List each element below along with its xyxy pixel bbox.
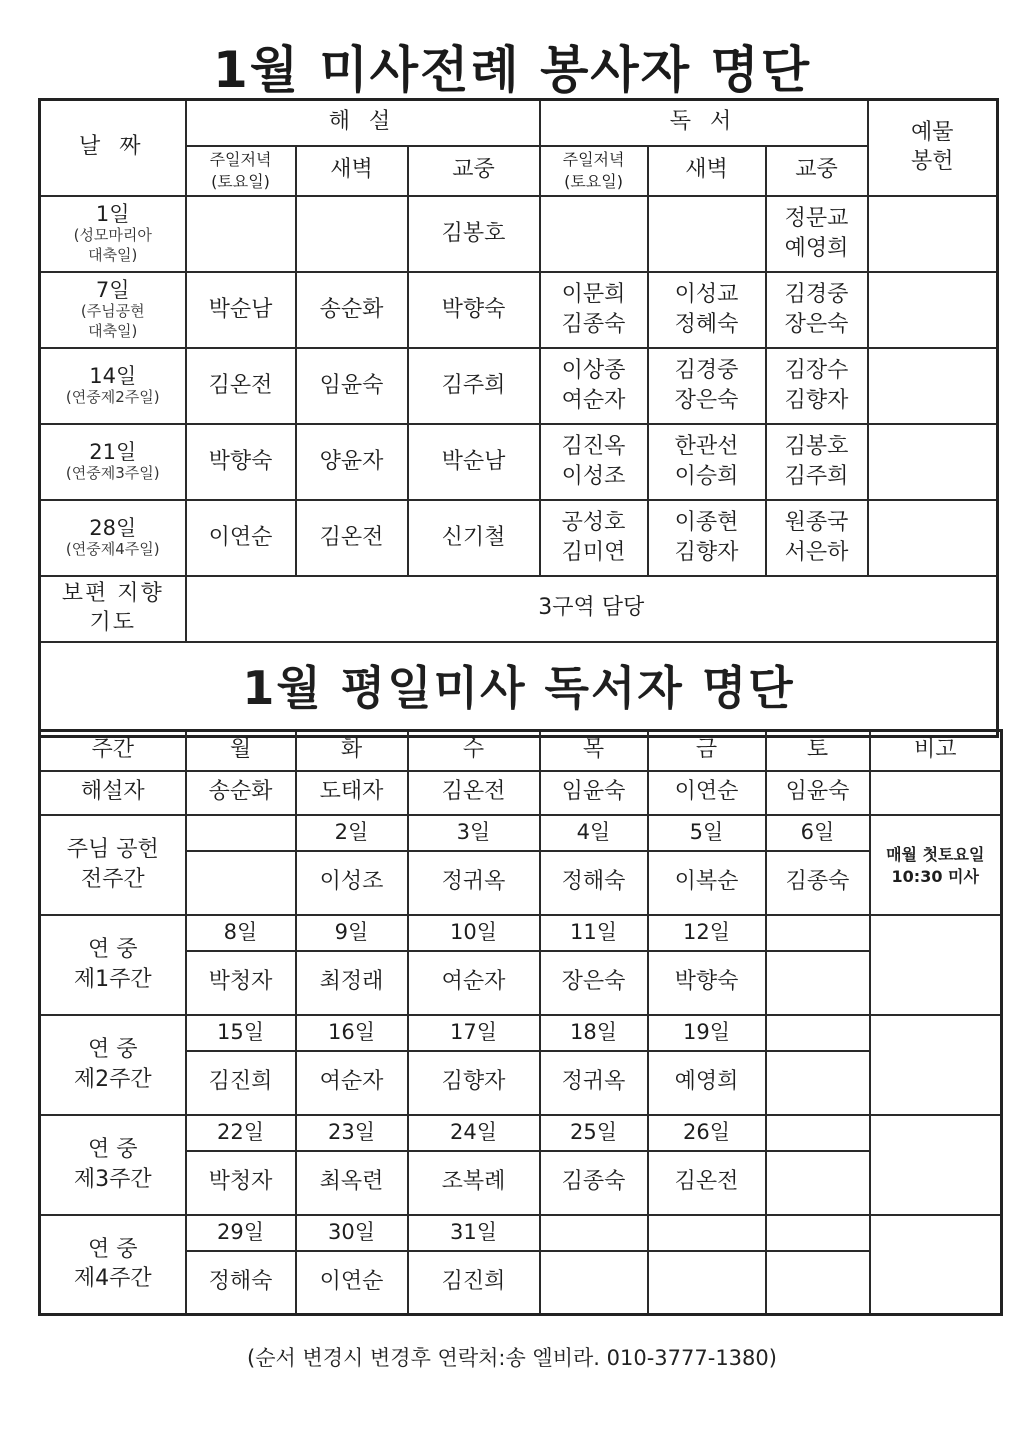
person-name: 장은숙 (674, 387, 739, 413)
universal-prayer-value: 3구역 담당 (186, 576, 998, 642)
person-name: 서은하 (784, 539, 849, 565)
person-name: 김장수 (784, 357, 849, 383)
date-label: 28일 (89, 515, 137, 540)
person-name: 김경중 (784, 281, 849, 307)
reader-name: 박향숙 (648, 951, 766, 1015)
day-date: 2일 (296, 815, 408, 851)
reader-name (540, 1251, 648, 1315)
c-noon-cell (408, 196, 540, 272)
feast-label: (연중제3주일) (65, 463, 160, 482)
feast-label: (연중제4주일) (65, 539, 160, 558)
commentator-name: 송순화 (186, 771, 296, 815)
week-date-row (40, 915, 1002, 951)
person-name: 이성조 (561, 463, 626, 489)
day-date (648, 1215, 766, 1251)
day-header: 수 (408, 731, 540, 771)
reader-name: 정해숙 (186, 1251, 296, 1315)
c-dawn-cell (296, 348, 408, 424)
commentary-saturday-header: 주일저녁 (토요일) (186, 146, 296, 196)
weekday-header-row (40, 731, 1002, 771)
person-name: 한관선 (674, 433, 739, 459)
c-sat-cell (186, 500, 296, 576)
person-name: 공성호 (561, 509, 626, 535)
reader-name: 여순자 (408, 951, 540, 1015)
person-name: 예영희 (784, 235, 849, 261)
day-date: 22일 (186, 1115, 296, 1151)
day-date: 15일 (186, 1015, 296, 1051)
day-date: 8일 (186, 915, 296, 951)
person-name: 김종숙 (561, 311, 626, 337)
person-name: 이연순 (208, 524, 273, 550)
person-name: 임윤숙 (319, 372, 384, 398)
week-date-row (40, 815, 1002, 851)
day-header: 화 (296, 731, 408, 771)
day-date: 17일 (408, 1015, 540, 1051)
date-cell (40, 500, 186, 576)
feast-label: (성모마리아 (73, 226, 152, 245)
reader-name: 김종숙 (540, 1151, 648, 1215)
person-name: 이종현 (674, 509, 739, 535)
day-date: 24일 (408, 1115, 540, 1151)
offering-cell (868, 196, 998, 272)
day-date: 4일 (540, 815, 648, 851)
page-title: 1월 미사전례 봉사자 명단 (212, 41, 811, 99)
reader-name: 조복례 (408, 1151, 540, 1215)
reader-name: 이복순 (648, 851, 766, 915)
week-label-line: 제4주간 (73, 1266, 152, 1292)
r-dawn-cell (648, 196, 766, 272)
week-date-row (40, 1015, 1002, 1051)
sunday-schedule-table (38, 98, 999, 738)
person-name: 박향숙 (441, 296, 506, 322)
person-name: 이승희 (674, 463, 739, 489)
sunday-row (40, 196, 998, 272)
week-label-line: 제3주간 (73, 1166, 152, 1192)
footer-contact: (순서 변경시 변경후 연락처:송 엘비라. 010-3777-1380) (247, 1346, 777, 1370)
sunday-row (40, 424, 998, 500)
c-dawn-cell (296, 424, 408, 500)
date-label: 7일 (95, 277, 130, 302)
reader-name: 이성조 (296, 851, 408, 915)
person-name: 김봉호 (784, 433, 849, 459)
col-date-header: 날 짜 (40, 100, 186, 196)
offering-cell (868, 424, 998, 500)
day-date: 30일 (296, 1215, 408, 1251)
day-date: 31일 (408, 1215, 540, 1251)
week-label-line: 연 중 (88, 1236, 138, 1262)
r-dawn-cell (648, 500, 766, 576)
weekday-rows (40, 731, 1002, 1315)
week-label-line: 제2주간 (73, 1066, 152, 1092)
reader-name: 정귀옥 (408, 851, 540, 915)
reader-name: 김온전 (648, 1151, 766, 1215)
note-cell (870, 1215, 1002, 1315)
r-sat-cell (540, 196, 648, 272)
day-date: 3일 (408, 815, 540, 851)
sunday-row (40, 272, 998, 348)
r-noon-cell (766, 196, 868, 272)
week-label (40, 815, 186, 915)
person-name: 이문희 (561, 281, 626, 307)
day-date: 12일 (648, 915, 766, 951)
person-name: 이상종 (561, 357, 626, 383)
note-header: 비고 (870, 731, 1002, 771)
commentator-row (40, 771, 1002, 815)
weekday-schedule-table (38, 729, 1003, 1316)
weekday-title: 1월 평일미사 독서자 명단 (40, 642, 998, 737)
c-dawn-cell (296, 272, 408, 348)
c-dawn-cell (296, 500, 408, 576)
person-name: 김향자 (674, 539, 739, 565)
commentator-name: 이연순 (648, 771, 766, 815)
reader-name (648, 1251, 766, 1315)
date-cell (40, 348, 186, 424)
r-noon-cell (766, 500, 868, 576)
date-label: 14일 (89, 363, 137, 388)
reader-name: 이연순 (296, 1251, 408, 1315)
commentator-note (870, 771, 1002, 815)
reader-name: 김종숙 (766, 851, 870, 915)
reading-group-header: 독 서 (540, 100, 868, 146)
week-label-line: 주님 공헌 (66, 836, 159, 862)
commentator-name: 김온전 (408, 771, 540, 815)
c-dawn-cell (296, 196, 408, 272)
reader-name: 최정래 (296, 951, 408, 1015)
day-date: 9일 (296, 915, 408, 951)
reader-name: 정귀옥 (540, 1051, 648, 1115)
day-date (766, 915, 870, 951)
c-noon-cell (408, 500, 540, 576)
week-label-line: 전주간 (80, 866, 145, 892)
person-name: 양윤자 (319, 448, 384, 474)
r-sat-cell (540, 272, 648, 348)
reader-name: 예영희 (648, 1051, 766, 1115)
day-date: 29일 (186, 1215, 296, 1251)
offering-header: 예물 봉헌 (868, 100, 998, 196)
c-noon-cell (408, 424, 540, 500)
person-name: 김봉호 (441, 220, 506, 246)
day-date: 25일 (540, 1115, 648, 1151)
first-saturday-note (870, 815, 1002, 915)
commentator-name: 도태자 (296, 771, 408, 815)
commentator-name: 임윤숙 (540, 771, 648, 815)
r-dawn-cell (648, 424, 766, 500)
reader-name: 김진희 (186, 1051, 296, 1115)
day-date: 23일 (296, 1115, 408, 1151)
person-name: 김주희 (784, 463, 849, 489)
person-name: 김주희 (441, 372, 506, 398)
person-name: 여순자 (561, 387, 626, 413)
note-cell (870, 915, 1002, 1015)
reader-name: 박청자 (186, 1151, 296, 1215)
feast-label: 대축일) (88, 321, 138, 340)
feast-label: 대축일) (88, 245, 138, 264)
day-date (766, 1015, 870, 1051)
reader-name: 박청자 (186, 951, 296, 1015)
week-label (40, 1215, 186, 1315)
date-cell (40, 272, 186, 348)
person-name: 정문교 (784, 205, 849, 231)
offering-cell (868, 348, 998, 424)
week-label-line: 제1주간 (73, 966, 152, 992)
date-cell (40, 196, 186, 272)
week-date-row (40, 1215, 1002, 1251)
c-sat-cell (186, 196, 296, 272)
commentary-group-header: 해 설 (186, 100, 540, 146)
universal-prayer-label: 보편 지향 기도 (40, 576, 186, 642)
person-name: 신기철 (441, 524, 506, 550)
note-line: 10:30 미사 (891, 866, 979, 886)
day-date: 10일 (408, 915, 540, 951)
week-label-line: 연 중 (88, 1036, 138, 1062)
reader-name: 장은숙 (540, 951, 648, 1015)
c-sat-cell (186, 348, 296, 424)
person-name: 김온전 (319, 524, 384, 550)
reader-name (766, 1051, 870, 1115)
person-name: 김향자 (784, 387, 849, 413)
day-date (766, 1215, 870, 1251)
reading-noon-header: 교중 (766, 146, 868, 196)
reader-name: 정해숙 (540, 851, 648, 915)
day-header: 월 (186, 731, 296, 771)
person-name: 박순남 (208, 296, 273, 322)
person-name: 박순남 (441, 448, 506, 474)
note-cell (870, 1115, 1002, 1215)
r-dawn-cell (648, 348, 766, 424)
day-date: 18일 (540, 1015, 648, 1051)
reading-saturday-header: 주일저녁 (토요일) (540, 146, 648, 196)
person-name: 장은숙 (784, 311, 849, 337)
feast-label: (연중제2주일) (65, 387, 160, 406)
day-date (540, 1215, 648, 1251)
r-sat-cell (540, 348, 648, 424)
r-sat-cell (540, 500, 648, 576)
person-name: 김온전 (208, 372, 273, 398)
r-noon-cell (766, 348, 868, 424)
person-name: 박향숙 (208, 448, 273, 474)
date-label: 1일 (95, 201, 130, 226)
week-label (40, 1115, 186, 1215)
person-name: 이성교 (674, 281, 739, 307)
offering-cell (868, 500, 998, 576)
r-sat-cell (540, 424, 648, 500)
date-label: 21일 (89, 439, 137, 464)
c-noon-cell (408, 348, 540, 424)
date-cell (40, 424, 186, 500)
day-date: 5일 (648, 815, 766, 851)
c-noon-cell (408, 272, 540, 348)
person-name: 김진옥 (561, 433, 626, 459)
r-noon-cell (766, 272, 868, 348)
person-name: 김미연 (561, 539, 626, 565)
day-header: 목 (540, 731, 648, 771)
reader-name: 여순자 (296, 1051, 408, 1115)
commentator-name: 임윤숙 (766, 771, 870, 815)
commentator-label: 해설자 (40, 771, 186, 815)
reader-name (186, 851, 296, 915)
note-line: 매월 첫토요일 (886, 844, 985, 864)
commentary-dawn-header: 새벽 (296, 146, 408, 196)
week-label-line: 연 중 (88, 936, 138, 962)
day-date: 16일 (296, 1015, 408, 1051)
day-date: 6일 (766, 815, 870, 851)
week-date-row (40, 1115, 1002, 1151)
reader-name (766, 1151, 870, 1215)
commentary-noon-header: 교중 (408, 146, 540, 196)
c-sat-cell (186, 424, 296, 500)
r-noon-cell (766, 424, 868, 500)
reader-name: 김진희 (408, 1251, 540, 1315)
feast-label: (주님공현 (80, 302, 145, 321)
person-name: 송순화 (319, 296, 384, 322)
reader-name (766, 951, 870, 1015)
reader-name: 최옥련 (296, 1151, 408, 1215)
day-date: 11일 (540, 915, 648, 951)
day-header: 토 (766, 731, 870, 771)
sunday-rows (40, 196, 998, 576)
day-date: 26일 (648, 1115, 766, 1151)
week-header: 주간 (40, 731, 186, 771)
person-name: 정혜숙 (674, 311, 739, 337)
reader-name (766, 1251, 870, 1315)
reading-dawn-header: 새벽 (648, 146, 766, 196)
c-sat-cell (186, 272, 296, 348)
reader-name: 김향자 (408, 1051, 540, 1115)
sunday-row (40, 500, 998, 576)
note-cell (870, 1015, 1002, 1115)
offering-cell (868, 272, 998, 348)
week-label (40, 915, 186, 1015)
person-name: 김경중 (674, 357, 739, 383)
week-label (40, 1015, 186, 1115)
day-header: 금 (648, 731, 766, 771)
person-name: 원종국 (784, 509, 849, 535)
sunday-row (40, 348, 998, 424)
r-dawn-cell (648, 272, 766, 348)
day-date: 19일 (648, 1015, 766, 1051)
week-label-line: 연 중 (88, 1136, 138, 1162)
day-date (766, 1115, 870, 1151)
day-date (186, 815, 296, 851)
